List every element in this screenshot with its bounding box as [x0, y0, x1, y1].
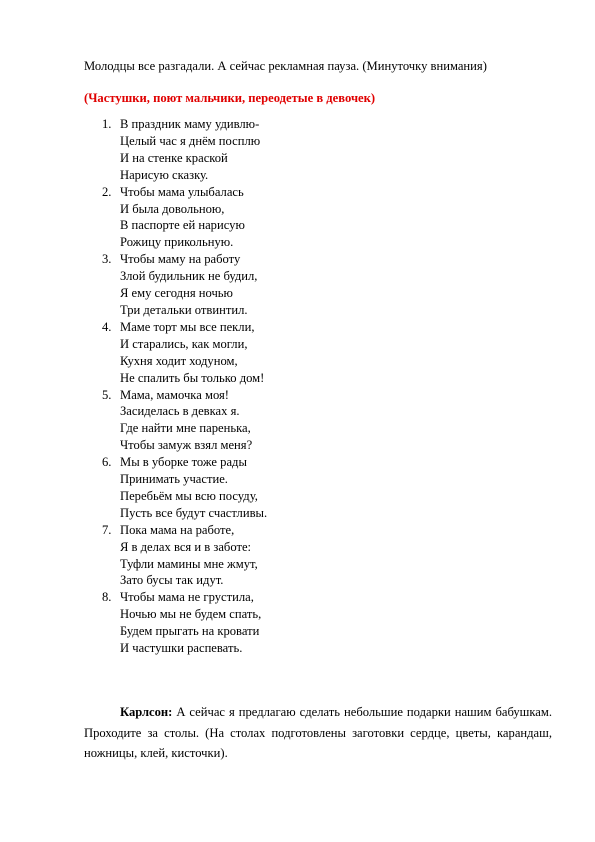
verse-line: Чтобы маму на работу: [120, 252, 241, 267]
verse-list: [0, 116, 595, 657]
verse-line: Будем прыгать на кровати: [120, 624, 260, 639]
verse-item: [0, 319, 595, 387]
verse-line: Чтобы мама улыбалась: [120, 184, 244, 199]
intro-text: Молодцы все разгадали. А сейчас рекламная пауза. (Минуточку внимания): [84, 59, 487, 73]
verse-line: Три детальки отвинтил.: [120, 302, 248, 317]
verse-line: Туфли мамины мне жмут,: [120, 556, 258, 571]
verse-number: 1.: [102, 117, 112, 131]
closing-paragraph: [84, 702, 552, 764]
verse-line: Мы в уборке тоже рады: [120, 455, 247, 470]
verse-line: Чтобы замуж взял меня?: [120, 438, 253, 453]
verse-line: И была довольною,: [120, 201, 225, 216]
verse-number: 8.: [102, 590, 112, 605]
verse-number: 6.: [102, 455, 112, 470]
verse-line: Пусть все будут счастливы.: [120, 505, 268, 520]
verse-line: Засиделась в девках я.: [120, 404, 240, 419]
verse-item: [0, 387, 595, 455]
closing-text: А сейчас я предлагаю сделать небольшие подарки нашим бабушкам. Проходите за столы. (На столах подготовлены заготовки сердце, цветы, карандаш, ножницы, клей, кисточки).: [84, 705, 552, 760]
verse-line: Маме торт мы все пекли,: [120, 319, 255, 334]
verse-line: Нарисую сказку.: [120, 167, 209, 182]
verse-line: Принимать участие.: [120, 472, 228, 487]
verse-item: [0, 251, 595, 319]
verse-item: [0, 116, 595, 184]
verse-line: И частушки распевать.: [120, 641, 243, 656]
verse-number: 3.: [102, 252, 112, 267]
chastushki-subtitle: (Частушки, поют мальчики, переодетые в девочек): [84, 91, 376, 105]
verse-line: Зато бусы так идут.: [120, 573, 224, 588]
verse-line: Я в делах вся и в заботе:: [120, 539, 252, 554]
verse-line: Пока мама на работе,: [120, 522, 235, 537]
verse-line: И старались, как могли,: [120, 336, 248, 351]
verse-line: Не спалить бы только дом!: [120, 370, 265, 385]
verse-line: Кухня ходит ходуном,: [120, 353, 238, 368]
verse-line: Перебьём мы всю посуду,: [120, 488, 258, 503]
verse-line: В паспорте ей нарисую: [120, 218, 245, 233]
verse-line: Рожицу прикольную.: [120, 235, 234, 250]
verse-line: Мама, мамочка моя!: [120, 387, 229, 402]
verse-line: Целый час я днём посплю: [120, 133, 261, 148]
verse-line: Где найти мне паренька,: [120, 421, 251, 436]
verse-item: [0, 522, 595, 590]
verse-line: И на стенке краской: [120, 150, 228, 165]
verse-line: В праздник маму удивлю-: [120, 117, 260, 131]
verse-number: 2.: [102, 184, 112, 199]
verse-item: [0, 184, 595, 252]
verse-item: [0, 454, 595, 522]
verse-number: 5.: [102, 387, 112, 402]
verse-line: Ночью мы не будем спать,: [120, 607, 262, 622]
verse-number: 4.: [102, 319, 112, 334]
speaker-name: Карлсон:: [120, 705, 173, 719]
verse-number: 7.: [102, 522, 112, 537]
verse-item: [0, 589, 595, 657]
verse-line: Чтобы мама не грустила,: [120, 590, 254, 605]
verse-line: Я ему сегодня ночью: [120, 286, 233, 301]
verse-line: Злой будильник не будил,: [120, 269, 258, 284]
